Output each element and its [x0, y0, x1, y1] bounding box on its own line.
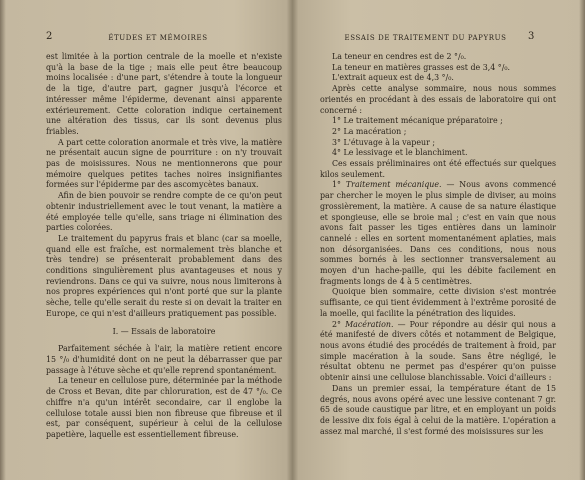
left-running-head: ÉTUDES ET MÉMOIRES — [108, 34, 208, 42]
paragraph: Quoique bien sommaire, cette division s'est montrée suffisante, ce qui tient évidemment à l'extrême porosité de la moelle, qui facilite la pénétration des liquides. — [320, 287, 556, 318]
paragraph: A part cette coloration anormale et très vive, la matière ne présentait aucun signe de pourriture : on n'y trouvait pas de moisissures. Nous ne mentionnerons que pour mémoire quelques petites taches noires insignifiantes formées sur l'épiderme par des ascomycètes banaux. — [46, 137, 282, 190]
list-item: 3° L'étuvage à la vapeur ; — [332, 137, 436, 147]
paragraph-maceration — [320, 320, 556, 384]
left-page — [0, 0, 290, 480]
maceration-title: Macération. — [345, 319, 394, 329]
section-heading: I. — Essais de laboratoire — [112, 326, 216, 336]
list-item: 1° Le traitement mécanique préparatoire ; — [332, 116, 503, 126]
paragraph: Parfaitement séchée à l'air, la matière retient encore 15 °/₀ d'humidité dont on ne peut la débarrasser que par passage à l'étuve sèche et qu'elle reprend spontanément. — [46, 344, 282, 375]
paragraph: est limitée à la portion centrale de la moelle et n'existe qu'à la base de la tige ; mais elle peut être beaucoup moins localisée : d'une part, s'étendre à toute la longueur de la tige, d'autre part, gagner jusqu'à l'écorce et intéresser même l'épiderme, devenant ainsi apparente extérieurement. Cette coloration indique certainement une altération des tissus, car ils sont devenus plus friables. — [46, 52, 282, 136]
paragraph: La teneur en cellulose pure, déterminée par la méthode de Cross et Bevan, dite par chloruration, est de 47 °/₀. Ce chiffre n'a qu'un intérêt secondaire, car il englobe la cellulose totale aussi bien non fibreuse que fibreuse et il est, par conséquent, supérieur à celui de la cellulose papetière, laquelle est essentiellement fibreuse. — [46, 376, 282, 439]
analysis-line: La teneur en cendres est de 2 °/₀. — [332, 52, 467, 61]
mechanical-title: Traitement mécanique. — [345, 180, 442, 190]
paragraph: Après cette analyse sommaire, nous nous sommes orientés en procédant à des essais de laboratoire qui ont concerné : — [320, 84, 556, 115]
maceration-number: 2° — [332, 319, 346, 329]
right-page — [292, 0, 585, 480]
paragraph: Afin de bien pouvoir se rendre compte de ce qu'on peut obtenir industriellement avec le tout venant, la matière a été employée telle qu'elle, sans triage ni élimination des parties colorées. — [46, 191, 282, 233]
list-item: 4° Le lessivage et le blanchiment. — [332, 148, 468, 158]
paragraph: Dans un premier essai, la température étant de 15 degrés, nous avons opéré avec une lessive contenant 7 gr. 65 de soude caustique par litre, et en employant un poids de lessive dix fois égal à celui de la matière. L'opération a assez mal marché, il s'est formé des moisissures sur les — [320, 383, 556, 436]
left-page-body — [46, 52, 282, 441]
right-page-body — [320, 52, 556, 437]
right-running-head: ESSAIS DE TRAITEMENT DU PAPYRUS — [344, 34, 507, 42]
paragraph: Le traitement du papyrus frais et blanc (car sa moelle, quand elle est fraîche, est normalement très blanche et très tendre) se présenterait probablement dans des conditions singulièrement plus avantageuses et nous y reviendrons. Dans ce qui va suivre, nous nous limiterons à nos propres expériences qui n'ont porté que sur la plante sèche, telle qu'elle serait du reste si on devait la traiter en Europe, ce qui n'est d'ailleurs pratiquement pas possible. — [46, 233, 282, 318]
analysis-line: La teneur en matières grasses est de 3,4 °/₀. — [332, 62, 511, 72]
list-item: 2° La macération ; — [332, 126, 407, 136]
left-page-header — [46, 31, 270, 46]
right-page-number: 3 — [528, 31, 535, 42]
mechanical-text: — Nous avons commencé par chercher le moyen le plus simple de diviser, au moins grossièrement, la matière. A cause de sa nature élastique et spongieuse, elle se broie mal ; c'est en vain que nous avons fait passer les tiges entières dans un laminoir cannelé : elles en sortent momentanément aplaties, mais non désorganisées. Dans ces conditions, nous nous sommes bornés à les sectionner transversalement au moyen d'un hache-paille, qui les débite facilement en fragments longs de 4 à 5 centimètres. — [320, 180, 556, 286]
paragraph-mechanical — [320, 180, 556, 287]
paragraph: Ces essais préliminaires ont été effectués sur quelques kilos seulement. — [320, 159, 556, 179]
analysis-line: L'extrait aqueux est de 4,3 °/₀. — [332, 73, 454, 83]
maceration-text: — Pour répondre au désir qui nous a été manifesté de divers côtés et notamment de Belgique, nous avons étudié des procédés de traitement à froid, par simple macération à la soude. Sans être négligé, le résultat obtenu ne permet pas d'espérer qu'on puisse obtenir ainsi une cellulose blanchissable. Voici d'ailleurs : — [320, 319, 556, 383]
right-page-header — [316, 31, 535, 46]
mechanical-number: 1° — [332, 180, 346, 190]
left-page-number: 2 — [46, 31, 53, 42]
